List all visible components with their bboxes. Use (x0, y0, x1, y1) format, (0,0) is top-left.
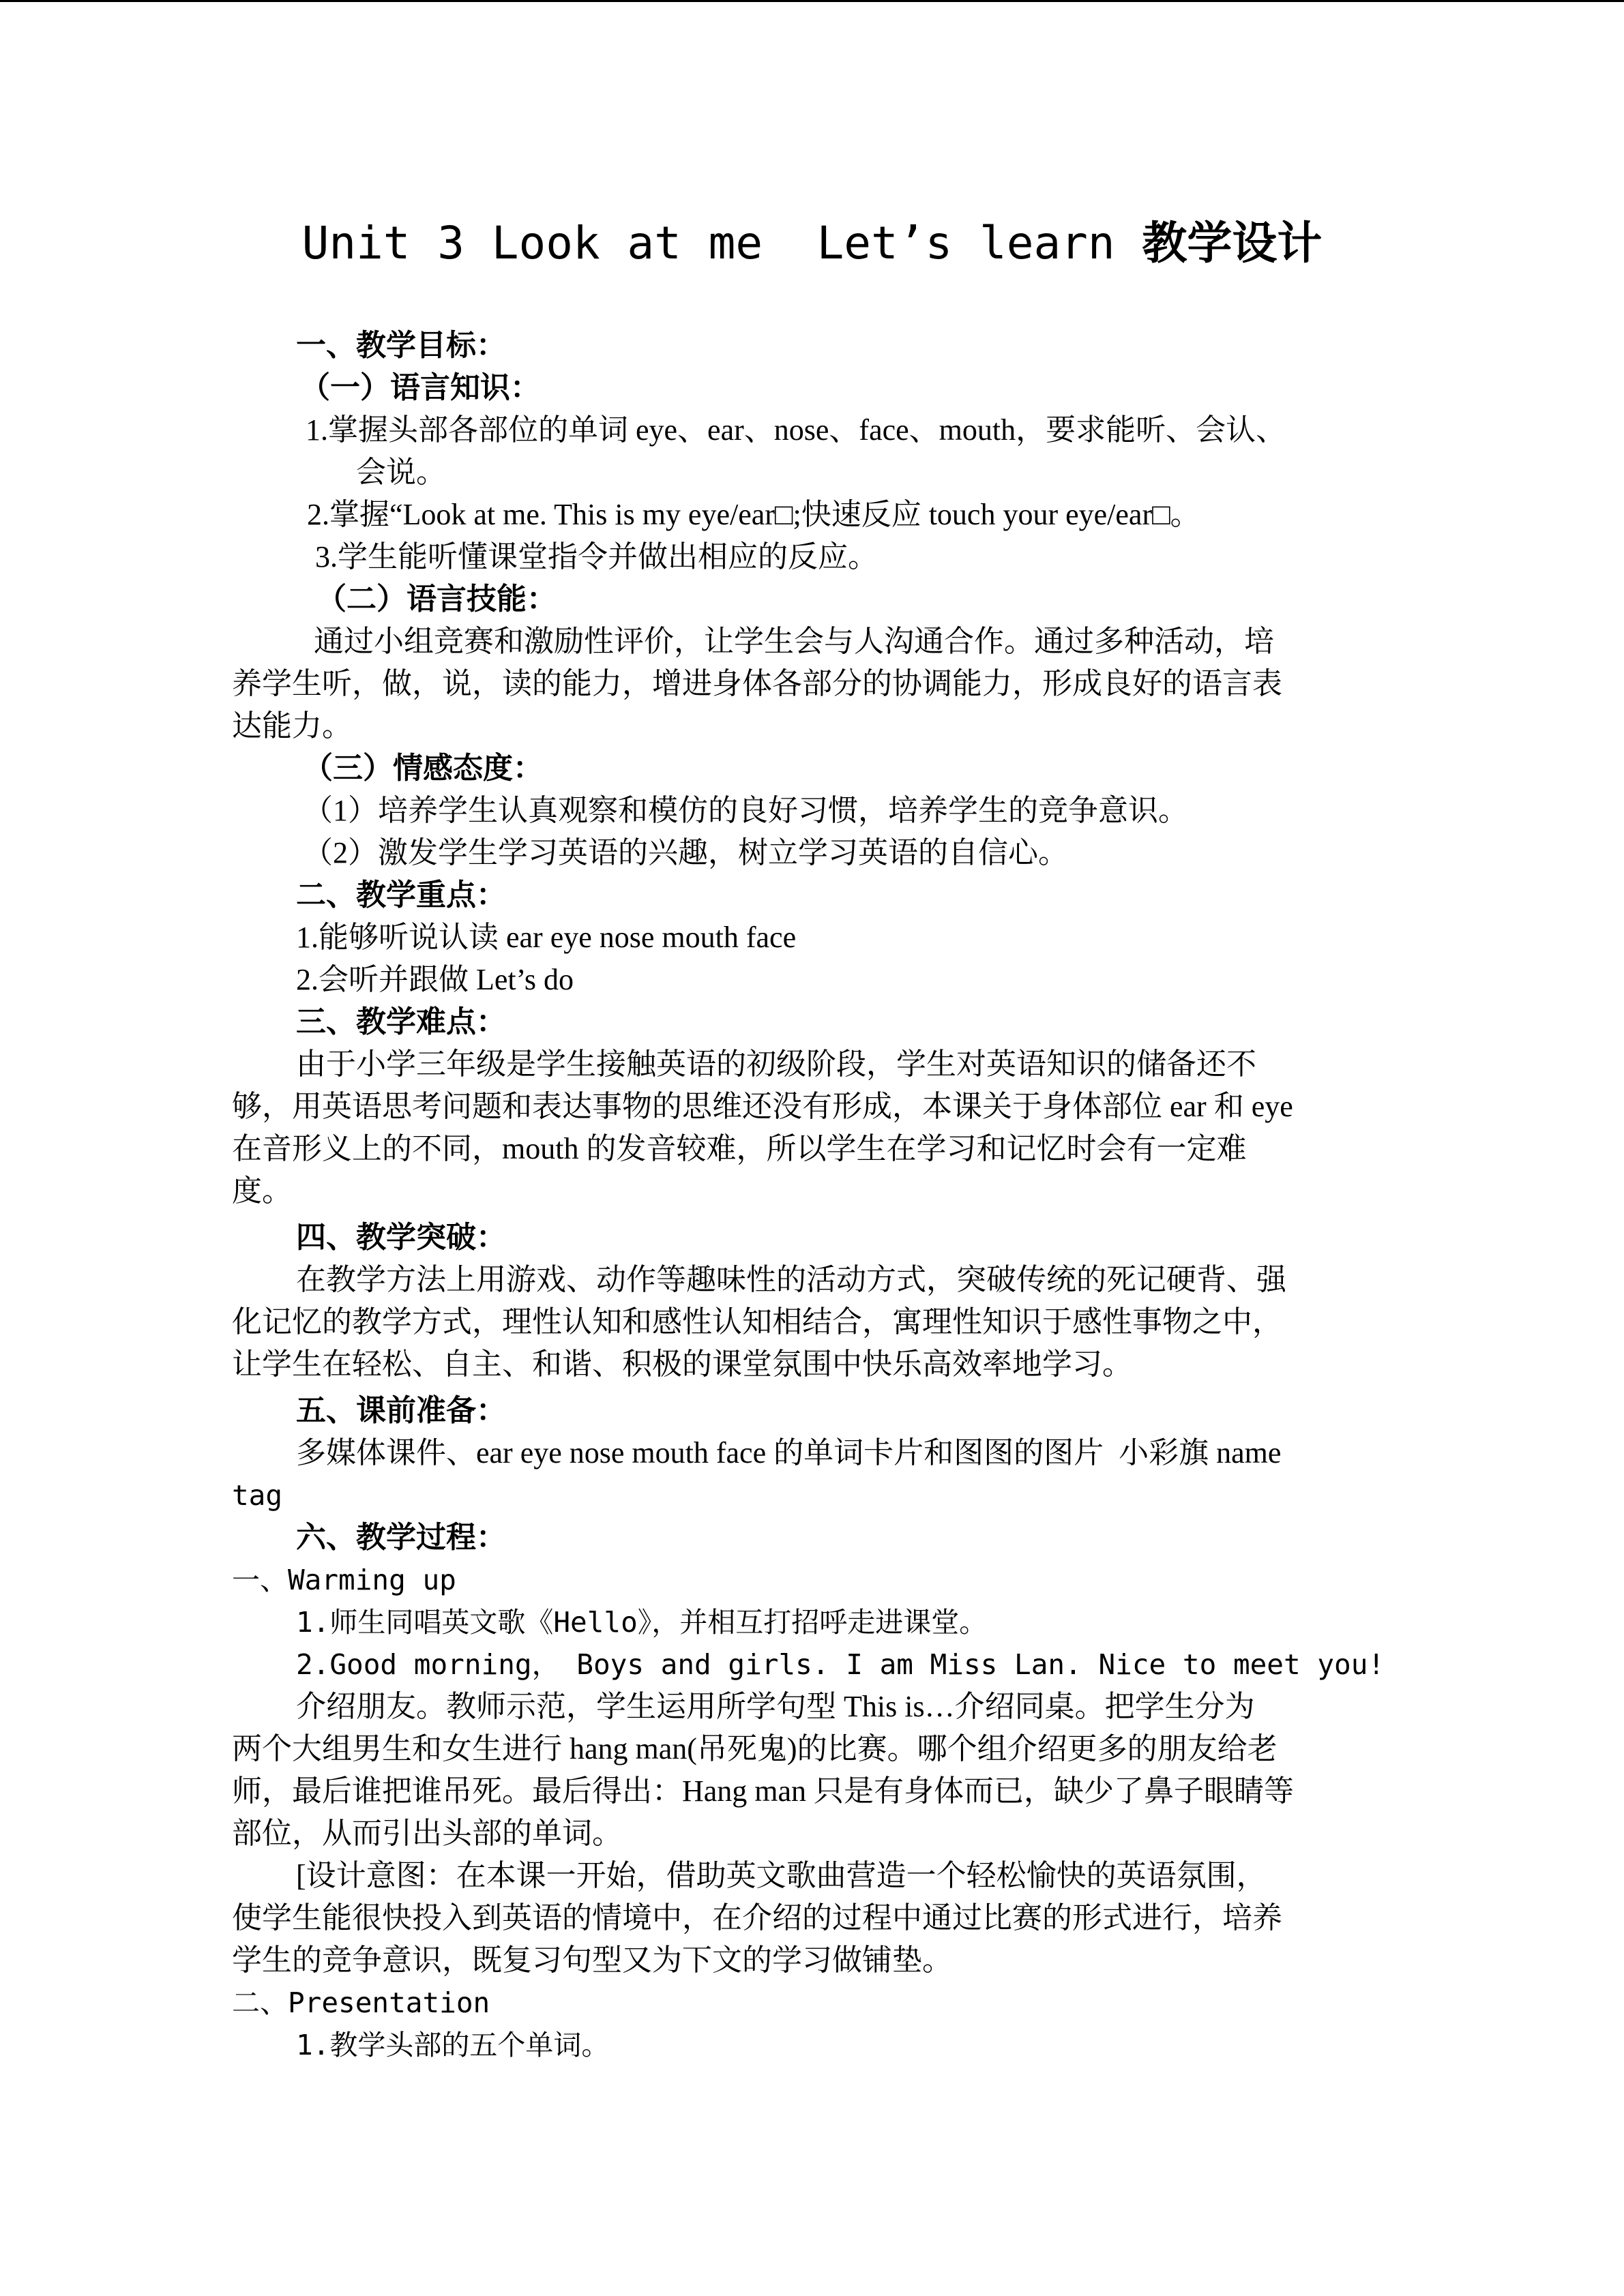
text-line: 3.学生能听懂课堂指令并做出相应的反应。 (315, 540, 878, 573)
text-line: 2.会听并跟做 Let’s do (296, 963, 574, 996)
text-line: 在音形义上的不同，mouth 的发音较难，所以学生在学习和记忆时会有一定难 (232, 1132, 1247, 1165)
heading-difficult-points: 三、教学难点： (296, 1005, 506, 1039)
text-line: 让学生在轻松、自主、和谐、积极的课堂氛围中快乐高效率地学习。 (232, 1347, 1132, 1381)
text-line: 介绍朋友。教师示范，学生运用所学句型 This is…介绍同桌。把学生分为 (296, 1690, 1255, 1723)
text-line: 2.掌握“Look at me. This is my eye/ear□;快速反应 touch your eye/ear□。 (307, 498, 1200, 531)
text-line: 化记忆的教学方式，理性认知和感性认知相结合，寓理性知识于感性事物之中， (232, 1305, 1282, 1339)
heading-teaching-objectives: 一、教学目标： (296, 329, 506, 362)
text-line: 通过小组竞赛和激励性评价，让学生会与人沟通合作。通过多种活动，培 (314, 625, 1274, 658)
text-line: 会说。 (356, 456, 446, 489)
text-line: 够，用英语思考问题和表达事物的思维还没有形成，本课关于身体部位 ear 和 eye (232, 1090, 1293, 1123)
title-cjk: 教学设计 (1142, 217, 1323, 269)
text-line: 由于小学三年级是学生接触英语的初级阶段，学生对英语知识的储备还不 (296, 1047, 1256, 1081)
text-line: 1.掌握头部各部位的单词 eye、ear、nose、face、mouth，要求能听、会认、 (306, 413, 1286, 447)
text-line: 多媒体课件、ear eye nose mouth face 的单词卡片和图图的图片 小彩旗 name (296, 1436, 1282, 1470)
text-line: 达能力。 (232, 709, 352, 743)
text-line: 1.教学头部的五个单词。 (296, 2029, 610, 2061)
document-title (0, 207, 1624, 271)
text-line: 两个大组男生和女生进行 hang man(吊死鬼)的比赛。哪个组介绍更多的朋友给老 (232, 1732, 1278, 1765)
text-line: 2.Good morning， Boys and girls. I am Miss Lan. Nice to meet you! (296, 1648, 1385, 1681)
text-line: 师，最后谁把谁吊死。最后得出：Hang man 只是有身体而已，缺少了鼻子眼睛等 (232, 1774, 1295, 1808)
section-warming-up: 一、Warming up (232, 1564, 456, 1596)
text-line: tag (232, 1479, 283, 1512)
heading-teaching-breakthrough: 四、教学突破： (296, 1221, 506, 1254)
text-line: （1）培养学生认真观察和模仿的良好习惯，培养学生的竞争意识。 (303, 794, 1188, 827)
text-line: 在教学方法上用游戏、动作等趣味性的活动方式，突破传统的死记硬背、强 (296, 1263, 1286, 1296)
text-line: 部位，从而引出头部的单词。 (232, 1817, 622, 1850)
text-line: 养学生听，做，说，读的能力，增进身体各部分的协调能力，形成良好的语言表 (232, 667, 1282, 700)
section-presentation: 二、Presentation (232, 1986, 490, 2019)
heading-teaching-process: 六、教学过程： (296, 1521, 506, 1554)
text-line: 学生的竞争意识，既复习句型又为下文的学习做铺垫。 (232, 1943, 952, 1977)
subheading-language-knowledge: （一）语言知识： (300, 371, 540, 404)
text-line: 1.师生同唱英文歌《Hello》，并相互打招呼走进课堂。 (296, 1606, 988, 1639)
text-line: 度。 (232, 1174, 292, 1208)
text-line: [设计意图：在本课一开始，借助英文歌曲营造一个轻松愉快的英语氛围， (296, 1859, 1267, 1892)
heading-preparation: 五、课前准备： (296, 1394, 506, 1427)
text-line: 1.能够听说认读 ear eye nose mouth face (296, 921, 797, 954)
text-line: 使学生能很快投入到英语的情境中，在介绍的过程中通过比赛的形式进行，培养 (232, 1901, 1282, 1935)
heading-key-points: 二、教学重点： (296, 878, 506, 912)
subheading-emotional-attitude: （三）情感态度： (303, 751, 543, 785)
subheading-language-skills: （二）语言技能： (316, 582, 557, 616)
text-line: （2）激发学生学习英语的兴趣，树立学习英语的自信心。 (303, 836, 1068, 869)
title-latin: Unit 3 Look at me Let’s learn (301, 217, 1142, 269)
